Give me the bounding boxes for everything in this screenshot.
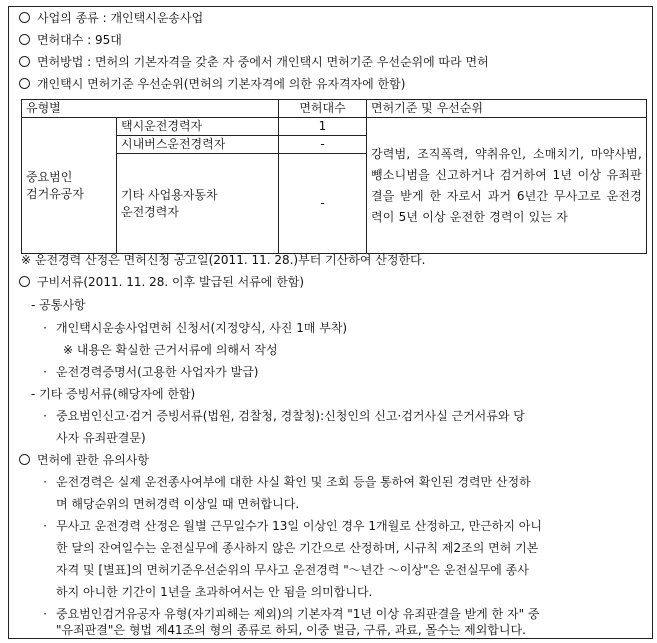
- section-license-count: [19, 31, 122, 49]
- row-label-other: [117, 154, 279, 254]
- row-count-other: -: [279, 154, 367, 254]
- other-title: - 기타 증빙서류(해당자에 한함): [31, 387, 196, 401]
- circle-bullet-icon: [19, 454, 30, 465]
- list-item: [43, 319, 347, 337]
- header-criteria: 면허기준 및 우선순위: [367, 100, 647, 118]
- section-cautions: [19, 451, 149, 469]
- list-item: [43, 517, 542, 535]
- table-row: [22, 118, 647, 136]
- caution2-line2: 한 달의 잔여일수는 운전실무에 종사하지 않은 기간으로 산정하며, 시규칙 제2조의 면허 기본: [56, 541, 539, 555]
- cautions-text: 면허에 관한 유의사항: [37, 453, 149, 467]
- common-item1-note: ※ 내용은 확실한 근거서류에 의해서 작성: [63, 343, 278, 357]
- common-item1-text: 개인택시운송사업면허 신청서(지정양식, 사진 1매 부착): [56, 321, 348, 335]
- section-license-method: [19, 53, 489, 71]
- dot-bullet-icon: ·: [43, 321, 47, 335]
- row-label-bus: 시내버스운전경력자: [117, 136, 279, 154]
- caution2-line1: 무사고 운전경력 산정은 월별 근무일수가 13일 이상인 경우 1개월로 산정하고, 만근하지 아니: [56, 519, 542, 533]
- license-count-text: 면허대수 : 95대: [37, 33, 122, 47]
- other-item1-line2: 사자 유죄판결문): [56, 431, 146, 445]
- section-documents: [19, 273, 304, 291]
- dot-bullet-icon: ·: [43, 365, 47, 379]
- caution3-line1: 중요범인검거유공자 유형(자기피해는 제외)의 기본자격 "1년 이상 유죄판결을 받게 한 자" 중: [56, 607, 540, 621]
- common-item2-text: 운전경력증명서(고용한 사업자가 발급): [56, 365, 259, 379]
- priority-text-cell: 강력범, 조직폭력, 약취유인, 소매치기, 마약사범, 뺑소니범을 신고하거나 검거하여 1년 이상 유죄판결을 받게 한 자로서 과거 6년간 무사고로 운전경력이 5년 이상 운전한 경력이 있는 자: [367, 118, 647, 254]
- header-type: 유형별: [22, 100, 279, 118]
- documents-text: 구비서류(2011. 11. 28. 이후 발급된 서류에 한함): [37, 275, 305, 289]
- caution3-line2: "유죄판결"은 형법 제41조의 형의 종류로 하되, 이중 벌금, 구류, 과료, 몰수는 제외합니다.: [56, 623, 526, 637]
- list-item: [43, 407, 525, 425]
- group-label-line2: 검거유공자: [26, 186, 84, 201]
- header-count: 면허대수: [279, 100, 367, 118]
- section-priority-criteria: [19, 75, 405, 93]
- notice-document: [8, 6, 653, 639]
- list-item: [43, 473, 531, 491]
- license-method-text: 면허방법 : 면허의 기본자격을 갖춘 자 중에서 개인택시 면허기준 우선순위에 따라 면허: [37, 55, 489, 69]
- dot-bullet-icon: ·: [43, 519, 47, 533]
- circle-bullet-icon: [19, 12, 30, 23]
- circle-bullet-icon: [19, 78, 30, 89]
- dot-bullet-icon: ·: [43, 607, 47, 621]
- dot-bullet-icon: ·: [43, 409, 47, 423]
- row-label-taxi: 택시운전경력자: [117, 118, 279, 136]
- section-business-type: [19, 9, 203, 27]
- list-item: [43, 363, 258, 381]
- caution1-line2: 며 해당순위의 면허경력 이상일 때 면허합니다.: [56, 497, 300, 511]
- group-label-cell: [22, 118, 117, 254]
- row-label-other-line2: 운전경력자: [121, 204, 179, 219]
- circle-bullet-icon: [19, 276, 30, 287]
- dot-bullet-icon: ·: [43, 475, 47, 489]
- circle-bullet-icon: [19, 34, 30, 45]
- priority-table: [21, 99, 647, 254]
- common-title: - 공통사항: [31, 298, 86, 312]
- circle-bullet-icon: [19, 56, 30, 67]
- priority-criteria-text: 개인택시 면허기준 우선순위(면허의 기본자격에 의한 유자격자에 한함): [37, 77, 406, 91]
- row-count-bus: -: [279, 136, 367, 154]
- group-label-line1: 중요범인: [26, 169, 73, 184]
- other-item1-line1: 중요범인신고·검거 증빙서류(법원, 검찰청, 경찰청):신청인의 신고·검거사실 근거서류와 당: [56, 409, 525, 423]
- caution2-line3: 자격 및 [별표]의 면허기준우선순위의 무사고 운전경력 "～년간 ～이상"은 운전실무에 종사: [56, 563, 529, 577]
- caution2-line4: 하지 아니한 기간이 1년을 초과하여서는 안 됨을 의미합니다.: [56, 585, 373, 599]
- row-label-other-line1: 기타 사업용자동차: [121, 187, 218, 202]
- career-note: ※ 운전경력 산정은 면허신청 공고일(2011. 11. 28.)부터 기산하여 산정한다.: [21, 253, 426, 267]
- caution1-line1: 운전경력은 실제 운전종사여부에 대한 사실 확인 및 조회 등을 통하여 확인된 경력만 산정하: [56, 475, 531, 489]
- business-type-text: 사업의 종류 : 개인택시운송사업: [37, 11, 204, 25]
- row-count-taxi: 1: [279, 118, 367, 136]
- table-header-row: [22, 100, 647, 118]
